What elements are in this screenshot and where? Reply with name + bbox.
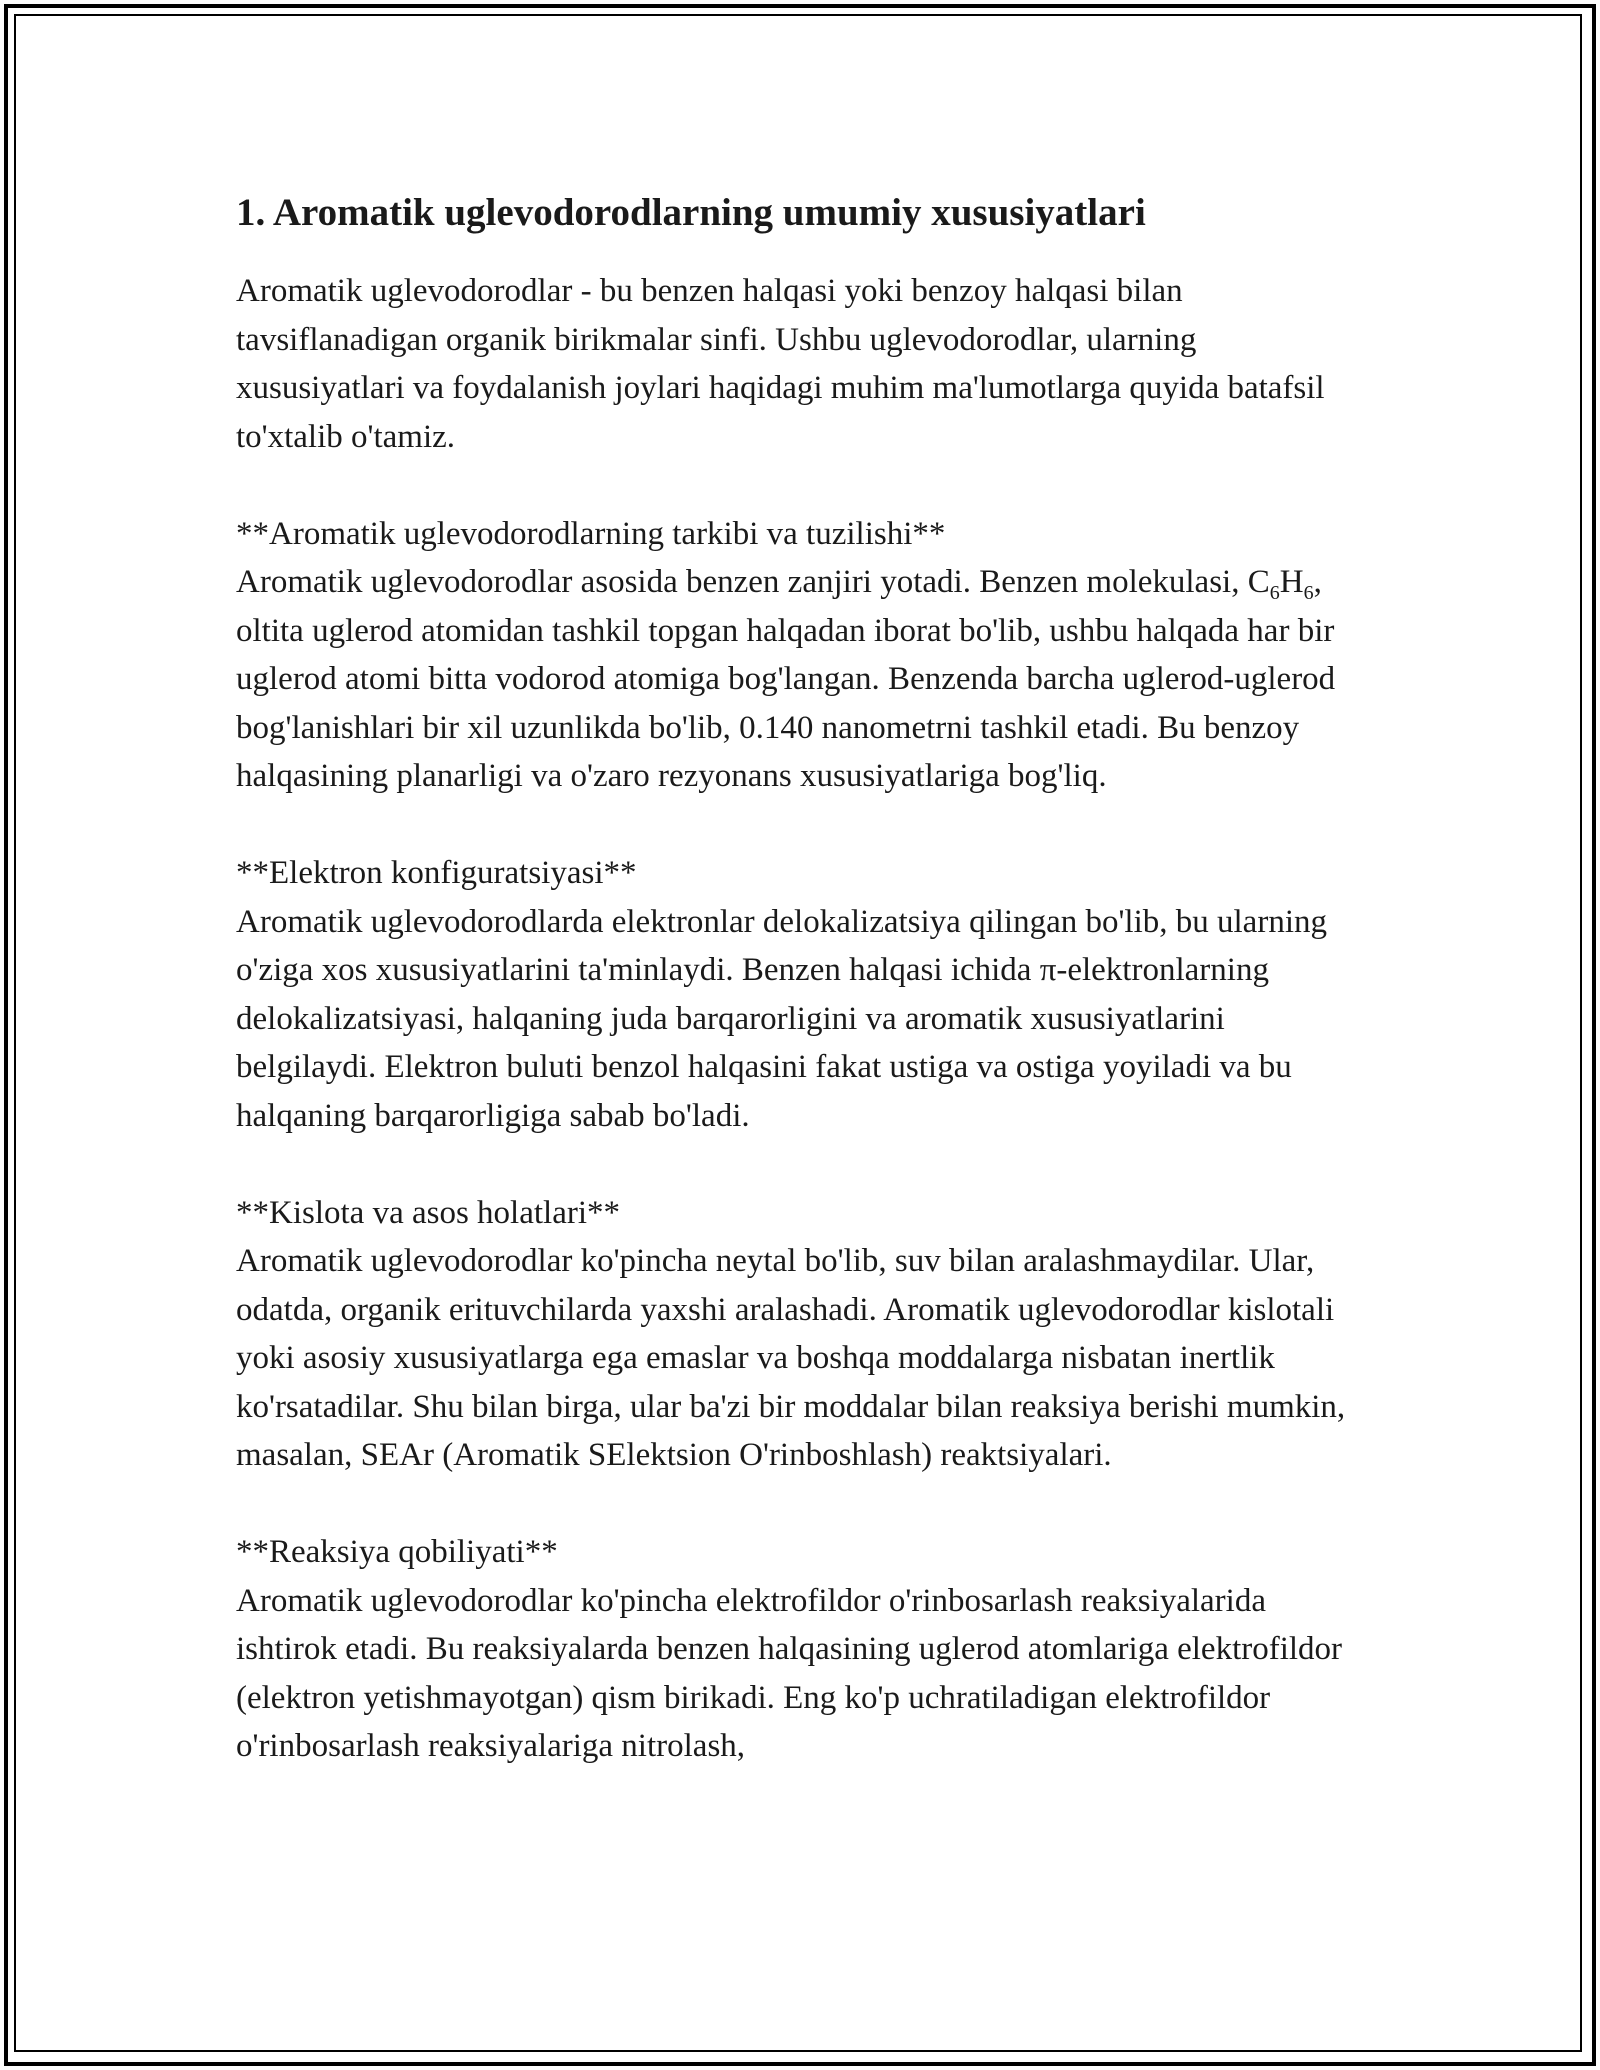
acid-base-title: **Kislota va asos holatlari** [236,1194,621,1231]
paragraph-gap [236,801,1356,850]
paragraph-gap [236,461,1356,510]
intro-paragraph: Aromatik uglevodorodlar - bu benzen halqasi yoki benzoy halqasi bilan tavsiflanadigan organik birikmalar sinfi. Ushbu uglevodorodlar, ularning xususiyatlari va foydalanish joylari haqidagi muhim ma'lumotlarga quyida batafsil to'xtalib o'tamiz. [236,273,1325,455]
formula-hydrogen: H [1279,564,1304,600]
electron-config-title: **Elektron konfiguratsiyasi** [236,855,637,891]
formula-hydrogen-count: 6 [1303,582,1314,604]
composition-paragraph [236,558,1356,801]
benzene-formula [1247,564,1314,604]
formula-carbon-count: 6 [1269,582,1280,604]
section-heading: 1. Aromatik uglevodorodlarning umumiy xususiyatlari [236,191,1146,234]
electron-config-paragraph: Aromatik uglevodorodlarda elektronlar delokalizatsiya qilingan bo'lib, bu ularning o'ziga xos xususiyatlarini ta'minlaydi. Benzen halqasi ichida π-elektronlarning delokalizatsiyasi, halqaning juda barqarorligini va aromatik xususiyatlarini belgilaydi. Elektron buluti benzol halqasini fakat ustiga va ostiga yoyiladi va bu halqaning barqarorligiga sabab bo'ladi. [236,903,1327,1134]
paragraph-gap [236,1140,1356,1189]
document-body [236,185,1356,1771]
acid-base-paragraph: Aromatik uglevodorodlar ko'pincha neytal bo'lib, suv bilan aralashmaydilar. Ular, odatda, organik erituvchilarda yaxshi aralashadi. Aromatik uglevodorodlar kislotali yoki asosiy xususiyatlarga ega emaslar va boshqa moddalarga nisbatan inertlik ko'rsatadilar. Shu bilan birga, ular ba'zi bir moddalar bilan reaksiya berishi mumkin, masalan, SEAr (Aromatik SElektsion O'rinboshlash) reaktsiyalari. [236,1243,1346,1473]
paragraph-gap [236,1480,1356,1529]
reactivity-title: **Reaksiya qobiliyati** [236,1534,558,1570]
reactivity-paragraph: Aromatik uglevodorodlar ko'pincha elektrofildor o'rinbosarlash reaksiyalarida ishtirok etadi. Bu reaksiyalarda benzen halqasining uglerod atomlariga elektrofildor (elektron yetishmayotgan) qism birikadi. Eng ko'p uchratiladigan elektrofildor o'rinbosarlash reaksiyalariga nitrolash, [236,1582,1343,1764]
composition-title: **Aromatik uglevodorodlarning tarkibi va tuzilishi** [236,515,946,552]
composition-text-start: Aromatik uglevodorodlar asosida benzen zanjiri yotadi. Benzen molekulasi, [236,564,1240,600]
formula-carbon: C [1247,564,1270,600]
composition-text-end: , oltita uglerod atomidan tashkil topgan halqadan iborat bo'lib, ushbu halqada har bir uglerod atomi bitta vodorod atomiga bog'langan. Benzenda barcha uglerod-uglerod bog'lanishlari bir xil uzunlikda bo'lib, 0.140 nanometrni tashkil etadi. Bu benzoy halqasining planarligi va o'zaro rezyonans xususiyatlariga bog'liq. [236,564,1336,794]
